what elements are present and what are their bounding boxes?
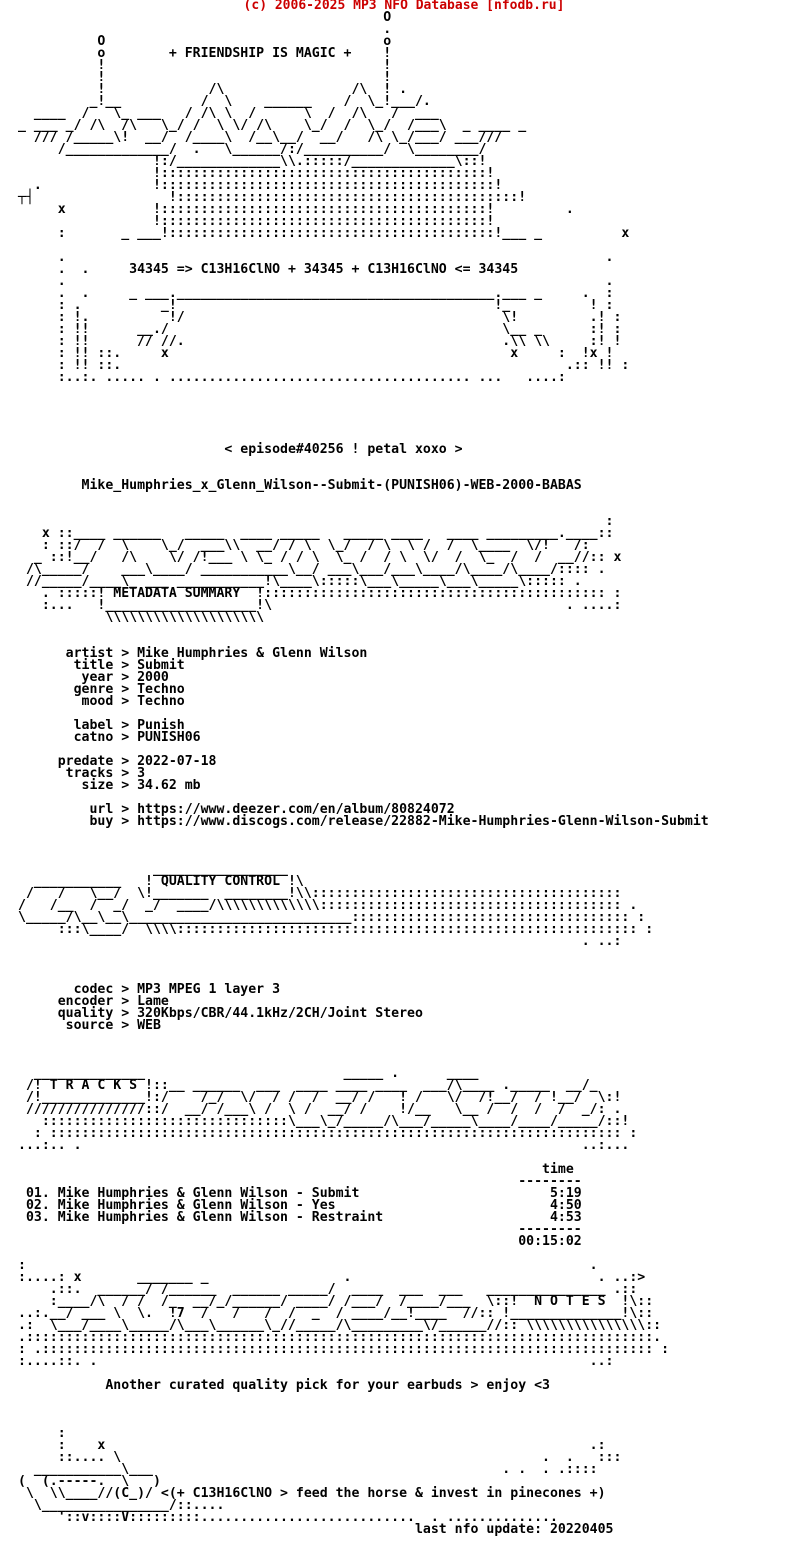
nfo-line	[18, 960, 709, 972]
nfo-line: 00:15:02	[18, 1234, 582, 1249]
nfo-line: source > WEB	[18, 1018, 161, 1033]
nfodb-credit-link[interactable]: (c) 2006-2025 MP3 NFO Database [nfodb.ru]	[243, 0, 565, 13]
nfo-line: ___________ ! QUALITY CONTROL !\	[18, 874, 304, 889]
nfo-line: !:::::::::::::::::::::::::::::::::::::::::!	[18, 214, 495, 229]
nfo-line: / /__ / _/ _/ ____/\\\\\\\\\\\\\:::::::::::::::::::::::::::::::::::::: .	[18, 898, 638, 913]
nfo-line: encoder > Lame	[18, 994, 169, 1009]
nfo-line	[18, 828, 709, 840]
nfo-line: . . 34345 => C13H16ClNO + 34345 + C13H16ClNO <= 34345	[18, 262, 519, 277]
nfo-line: : !! __./ \__ _ :! :	[18, 322, 622, 337]
nfo-line	[18, 456, 709, 468]
nfo-line: /\_____/ ___\____/ ___________\__/ ___\___/___\____/\____/\____/:::: .	[18, 562, 606, 577]
nfo-line: . ..:	[18, 934, 622, 949]
nfo-line: ::.... \ . . :::	[18, 1450, 622, 1465]
nfo-line: Another curated quality pick for your earbuds > enjoy <3	[18, 1378, 550, 1393]
nfo-line: 03. Mike Humphries & Glenn Wilson - Restraint 4:53	[18, 1210, 582, 1225]
nfo-line: !:::::::::::::::::::::::::::::::::::::::::!	[18, 166, 495, 181]
nfo-line: :____/\ / / /_ __/_/______/ ____/ /___/ /____/___ \::! N O T E S !\::	[18, 1294, 654, 1309]
nfo-line: :....: x _______ _ . . ..:>	[18, 1270, 646, 1285]
nfo-line	[18, 420, 709, 432]
nfo-line: .: \___/____\_____/\___\______\_//_____/\_________\/______//:: \\\\\\\\\\\\\\\::	[18, 1318, 662, 1333]
nfo-line: genre > Techno	[18, 682, 185, 697]
nfo-line	[18, 1392, 709, 1404]
nfo-line: last nfo update: 20220405	[18, 1522, 614, 1537]
nfo-line: . :::::! METADATA SUMMARY !::::::::::::::::::::::::::::::::::::::::::: :	[18, 586, 622, 601]
nfo-line: :::\____/ \\\\:::::::::::::::::::::::::::::::::::::::::::::::::::::::::: :	[18, 922, 654, 937]
nfo-line: ...:.. . ..:...	[18, 1138, 630, 1153]
nfo-line	[18, 948, 709, 960]
nfo-line: --------	[18, 1174, 582, 1189]
nfo-line	[18, 1044, 709, 1056]
nfo-line: \ \\____//(C_)/ <(+ C13H16ClNO > feed the horse & invest in pinecones +)	[18, 1486, 606, 1501]
nfo-line: :	[18, 1426, 66, 1441]
nfo-line: : !. !/ \! .! :	[18, 310, 622, 325]
nfo-line: : . _! !_ ! :	[18, 298, 614, 313]
nfo-line	[18, 384, 709, 396]
nfo-line: predate > 2022-07-18	[18, 754, 217, 769]
nfo-line: ____ / \_ ___ / /\ \ / \ / /\ / ___	[18, 106, 439, 121]
nfo-line	[18, 396, 709, 408]
nfo-line: _!__ / \ ______ / \_!___/.	[18, 94, 431, 109]
nfo-line: ! /\ /\ ! .	[18, 82, 408, 97]
nfo-line: Mike_Humphries_x_Glenn_Wilson--Submit-(PUNISH06)-WEB-2000-BABAS	[18, 478, 582, 493]
nfo-line: year > 2000	[18, 670, 169, 685]
nfo-line	[18, 1416, 709, 1428]
nfo-line: ┬┤ !:::::::::::::::::::::::::::::::::::::::::::!	[18, 190, 527, 205]
nfo-line: ___________\___ . . . .::::	[18, 1462, 598, 1477]
nfo-line: _ ___ _/ /\ /\ \_/ / \ \/ /\ \_/ / \_/ /___\ _ ____ _	[18, 118, 527, 133]
nfo-line: \________________/::....	[18, 1498, 225, 1513]
nfo-line: tracks > 3	[18, 766, 146, 781]
nfo-line: . !::::::::::::::::::::::::::::::::::::::::::!	[18, 178, 503, 193]
nfo-line: : ::/ / \ \_/ ___\\ __/ / \ \_/ / \ \ / / \____ \/! /:	[18, 538, 590, 553]
nfo-line: x !:::::::::::::::::::::::::::::::::::::::::! .	[18, 202, 574, 217]
nfo-line: . . _ ___.________________________________________.___ _ . :	[18, 286, 614, 301]
nfo-line: o + FRIENDSHIP IS MAGIC + !	[18, 46, 392, 61]
nfo-line: \_____/\__\__\____________________________::::::::::::::::::::::::::::::::::: :	[18, 910, 646, 925]
nfo-line: '::v::::V:::::::::........................... . ..............	[18, 1510, 558, 1525]
nfo-line: :	[18, 514, 614, 529]
nfo-line: _ ::!__/ /\ \/ /!___ \ \_ / / \ \_ / / \ \/ / \_ / / __//:: x	[18, 550, 622, 565]
nfo-line: . .	[18, 274, 614, 289]
nfo-line: /! T R A C K S !::__ ______ ___ ____ ____ ____ ___/\____ ._____ __/_	[18, 1078, 598, 1093]
nfo-line: \\\\\\\\\\\\\\\\\\\\	[18, 610, 265, 625]
nfo-line: :..:. ..... . ...................................... ... ....:	[18, 370, 566, 385]
nfo-line: title > Submit	[18, 658, 185, 673]
nfo-line: / / \__/ \!_______ ________!\\:::::::::::::::::::::::::::::::::::::::	[18, 886, 622, 901]
nfo-line: : .	[18, 1258, 598, 1273]
nfo-line: size > 34.62 mb	[18, 778, 201, 793]
nfo-line: 02. Mike Humphries & Glenn Wilson - Yes 4:50	[18, 1198, 582, 1213]
nfo-line: time	[18, 1162, 574, 1177]
nfo-line: : _ ___!:::::::::::::::::::::::::::::::::::::::::!___ _ x	[18, 226, 630, 241]
nfo-line: :::::::::::::::::::::::::::::::\___\_/_____/\___/_____\____/____/_____/::!	[18, 1114, 630, 1129]
nfo-line	[18, 1404, 709, 1416]
nfo-line: buy > https://www.discogs.com/release/22882-Mike-Humphries-Glenn-Wilson-Submit	[18, 814, 709, 829]
nfo-line: 01. Mike Humphries & Glenn Wilson - Submit 5:19	[18, 1186, 582, 1201]
nfo-line: --------	[18, 1222, 582, 1237]
nfo-line: ! !	[18, 70, 392, 85]
nfo-line	[18, 840, 709, 852]
nfo-line: : :::::::::::::::::::::::::::::::::::::::::::::::::::::::::::::::::::::::: :	[18, 1126, 638, 1141]
nfo-line: quality > 320Kbps/CBR/44.1kHz/2CH/Joint Stereo	[18, 1006, 423, 1021]
nfo-line	[18, 492, 709, 504]
nfo-line: _________________	[18, 862, 288, 877]
nfo-line: : !! ::. x x : !x !	[18, 346, 614, 361]
nfo-line	[18, 624, 709, 636]
nfo-line: /!_____________!:/ /_/ \/ / / / __/ / ! / \/ /!__/ / !__/ \:!	[18, 1090, 622, 1105]
nfo-line: mood > Techno	[18, 694, 185, 709]
nfo-line: :....::. . ..:	[18, 1354, 614, 1369]
nfo-line: : .::::::::::::::::::::::::::::::::::::::::::::::::::::::::::::::::::::::::::::: :	[18, 1342, 670, 1357]
nfo-line: ///////////////::/ __/ /___\ / \ / __/ / !/__ \__ / / / / _/: .	[18, 1102, 622, 1117]
nfo-line: O	[18, 10, 392, 25]
nfo-line: ! !	[18, 58, 392, 73]
nfo-line: : !! // //. .\\ \\ :! !	[18, 334, 622, 349]
nfo-line: artist > Mike Humphries & Glenn Wilson	[18, 646, 368, 661]
nfo-line: label > Punish	[18, 718, 185, 733]
nfo-line: !:/_____________\\.:::::/_____________\::!	[18, 154, 487, 169]
nfo-line: catno > PUNISH06	[18, 730, 201, 745]
nfo-line	[18, 408, 709, 420]
nfo-line: .::. ______/ /______ ______ _____/ ____ ___ ___ _______________ .::	[18, 1282, 638, 1297]
nfo-line: ______________ _____ . ____	[18, 1066, 487, 1081]
nfo-line: ..:.__/ ___ \ \. !7 / / / / _ / ____/__!____ //:: !______________!\::	[18, 1306, 654, 1321]
nfo-line: . .	[18, 250, 614, 265]
nfo-line: < episode#40256 ! petal xoxo >	[18, 442, 463, 457]
nfo-line: .	[18, 22, 392, 37]
nfo-line: : !! ::. .:: !! :	[18, 358, 630, 373]
nfo-line: x ::____ ______ _____ ____ _____ _____ ____ ____ _________.____::	[18, 526, 614, 541]
nfo-line: .:::::::::::::::::::::::::::::::::::::::::::::::::::::::::::::::::::::::::::::::.	[18, 1330, 662, 1345]
nfo-line	[18, 1032, 709, 1044]
nfo-line: O o	[18, 34, 392, 49]
nfo-line: //_____/____\_ ___ ___________!\____\:::::\___\_____\___\_____\::::: .	[18, 574, 582, 589]
nfo-line: /// /_____\! __/ /____\ /__\__/ __/ /\ \_/___/ ___///	[18, 130, 503, 145]
nfo-ascii-art	[18, 12, 709, 1536]
nfo-line: codec > MP3 MPEG 1 layer 3	[18, 982, 281, 997]
nfo-line: : x .:	[18, 1438, 606, 1453]
nfo-line: ( (.-----. \ )	[18, 1474, 161, 1489]
nfo-line: /_____________/ . \______/:/__________/ \________/	[18, 142, 487, 157]
nfo-line: :... !___________________!\ . ....:	[18, 598, 622, 613]
nfo-line: url > https://www.deezer.com/en/album/80824072	[18, 802, 455, 817]
